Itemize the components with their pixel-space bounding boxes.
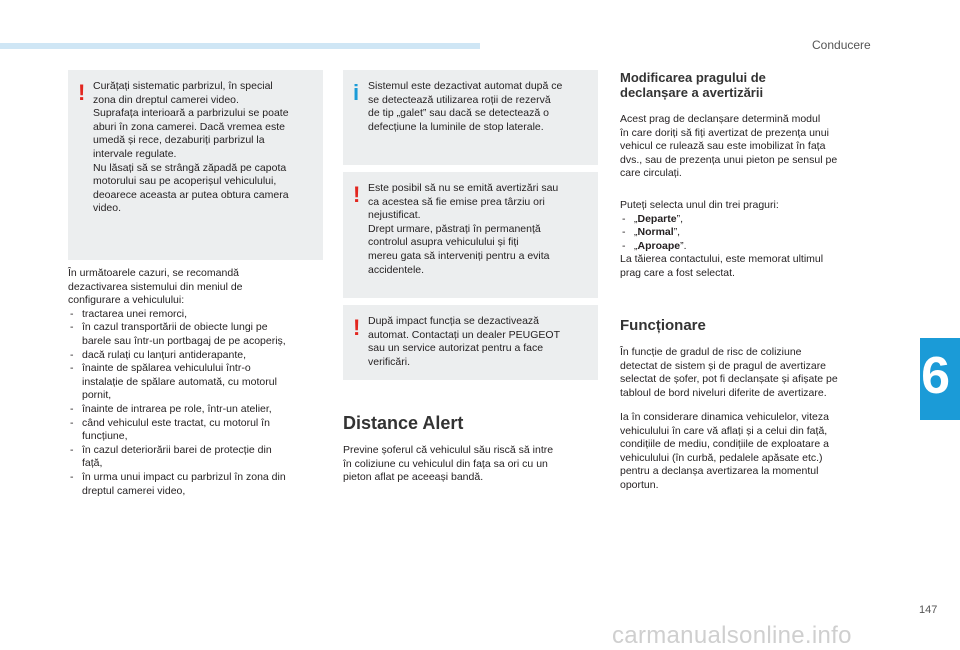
text-line: pentru a declanșa avertizarea la momentul [620, 465, 819, 478]
text-line: configurare a vehiculului: [68, 294, 185, 307]
text-line: controlul asupra vehiculului și fiți [368, 236, 519, 249]
list-item-line: - înainte de spălarea vehiculului într-o [82, 362, 251, 375]
header-bar [0, 43, 480, 49]
list-item-line: - în cazul deteriorării barei de protecție din [82, 443, 272, 456]
text-line: Acest prag de declanșare determină modul [620, 113, 821, 125]
text-line: ca acestea să fie emise prea târziu ori [368, 195, 545, 208]
text-line: deoarece aceasta ar putea obtura camera [93, 188, 289, 201]
threshold-memory-note [620, 253, 885, 280]
text-line: se detectează utilizarea roții de rezervă [368, 93, 551, 106]
warning-box-text [93, 80, 315, 216]
text-line: sau un service autorizat pentru a face [368, 342, 544, 355]
text-line: tabloul de bord niveluri diferite de avertizare. [620, 386, 827, 399]
threshold-intro: Puteți selecta unul din trei praguri: [620, 199, 779, 211]
quote-open: „ [634, 239, 638, 252]
text-line: pieton aflat pe aceeași bandă. [343, 471, 484, 484]
operation-paragraph-2 [620, 411, 885, 493]
info-box-text [368, 80, 590, 134]
text-line: în care doriți să fiți avertizat de prezența unui [620, 126, 829, 139]
info-box-deactivation [343, 70, 598, 165]
warning-box-camera [68, 70, 323, 260]
warning-box-text [368, 315, 590, 369]
list-item [68, 403, 330, 417]
list-item-line: funcțiune, [82, 430, 128, 443]
recommendation-intro [68, 267, 330, 308]
watermark: carmanualsonline.info [612, 622, 852, 649]
text-line: detectat de sistem și de pragul de avertizare [620, 359, 827, 372]
text-line: Este posibil să nu se emită avertizări sau [368, 182, 559, 194]
list-item-line: - când vehiculul este tractat, cu motorul în [82, 416, 270, 429]
text-line: aburi în zona camerei. Dacă vremea este [93, 120, 286, 133]
threshold-description [620, 113, 885, 181]
text-line: Previne șoferul că vehiculul său riscă să intre [343, 444, 554, 456]
warning-box-text [368, 182, 590, 277]
recommendation-list [68, 308, 330, 498]
text-line: oportun. [620, 478, 659, 491]
list-item-line: dreptul camerei video, [82, 484, 186, 497]
page-number: 147 [919, 604, 938, 616]
list-item [68, 471, 330, 498]
text-line: vehiculului (în curbă, pedalele apăsate etc.) [620, 451, 823, 464]
threshold-name: Aproape [637, 239, 681, 252]
quote-close: ”, [673, 226, 681, 239]
text-line: vehicul ce rulează sau este imobilizat în fața [620, 140, 826, 153]
text-line: de tip „galet” sau dacă se detectează o [368, 107, 549, 120]
text-line: nejustificat. [368, 209, 421, 222]
text-line: verificări. [368, 355, 411, 368]
text-line: în coliziune cu vehiculul din fața sa ori cu un [343, 457, 548, 470]
text-line: Nu lăsați să se strângă zăpadă pe capota [93, 161, 287, 174]
list-item-line: barele sau într-un portbagaj de pe acoperiș, [82, 334, 286, 347]
text-line: selectat de șofer, pot fi declanșate și afișate pe [620, 373, 838, 386]
heading-operation: Funcționare [620, 317, 706, 334]
list-item-line: - tractarea unei remorci, [82, 307, 188, 320]
threshold-list [620, 213, 885, 254]
text-line: accidentele. [368, 263, 425, 276]
list-item-line: față, [82, 457, 103, 470]
text-line: declanșare a avertizării [620, 85, 764, 100]
list-item-line: instalație de spălare automată, cu motorul [82, 375, 277, 388]
list-item-line: pornit, [82, 389, 112, 402]
text-line: prag care a fost selectat. [620, 266, 735, 279]
list-item [68, 308, 330, 322]
list-item [68, 417, 330, 444]
text-line: umedă și rece, dezaburiți parbrizul la [93, 134, 265, 147]
text-line: Drept urmare, păstrați în permanență [368, 222, 541, 235]
threshold-item [620, 213, 885, 227]
recommendation-section [68, 267, 330, 498]
threshold-name: Normal [637, 226, 674, 239]
text-line: Suprafața interioară a parbrizului se poate [93, 107, 289, 120]
exclamation-icon: ! [353, 182, 361, 207]
list-item [68, 444, 330, 471]
info-icon: i [353, 80, 360, 105]
threshold-item [620, 240, 885, 254]
text-line: Curățați sistematic parbrizul, în special [93, 80, 273, 92]
quote-close: ”, [676, 212, 684, 225]
threshold-name: Departe [637, 212, 677, 225]
list-item-line: - înainte de intrarea pe role, într-un atelier, [82, 402, 272, 415]
chapter-number: 6 [921, 347, 950, 405]
text-line: motorului sau pe acoperișul vehiculului, [93, 175, 277, 188]
quote-open: „ [634, 212, 638, 225]
text-line: care circulați. [620, 167, 682, 180]
list-item-line: - în urma unui impact cu parbrizul în zona din [82, 470, 286, 483]
text-line: Ia în considerare dinamica vehiculelor, viteza [620, 411, 829, 423]
text-line: video. [93, 202, 122, 215]
quote-close: ”. [680, 239, 687, 252]
list-item-line: - în cazul transportării de obiecte lungi pe [82, 321, 268, 334]
exclamation-icon: ! [78, 80, 86, 105]
section-label: Conducere [812, 38, 871, 52]
text-line: defecțiune la luminile de stop laterale. [368, 120, 544, 133]
warning-box-alerts [343, 172, 598, 298]
text-line: Modificarea pragului de [620, 70, 766, 85]
text-line: Sistemul este dezactivat automat după ce [368, 80, 563, 92]
threshold-selection [620, 199, 885, 281]
text-line: automat. Contactați un dealer PEUGEOT [368, 328, 561, 341]
list-item [68, 321, 330, 348]
warning-box-impact [343, 305, 598, 380]
text-line: zona din dreptul camerei video. [93, 93, 239, 106]
text-line: La tăierea contactului, este memorat ultimul [620, 253, 824, 266]
exclamation-icon: ! [353, 315, 361, 340]
list-item [68, 362, 330, 403]
text-line: În următoarele cazuri, se recomandă [68, 267, 239, 279]
text-line: După impact funcția se dezactivează [368, 315, 540, 327]
heading-threshold [620, 70, 880, 100]
list-item [68, 349, 330, 363]
threshold-item [620, 226, 885, 240]
quote-open: „ [634, 226, 638, 239]
section-heading-distance-alert: Distance Alert [343, 413, 464, 433]
text-line: condițiile de mediu, condițiile de exploatare a [620, 438, 829, 451]
text-line: intervale regulate. [93, 147, 177, 160]
list-item-line: - dacă rulați cu lanțuri antiderapante, [82, 348, 247, 361]
text-line: În funcție de gradul de risc de coliziune [620, 346, 802, 358]
text-line: mereu gata să interveniți pentru a evita [368, 249, 550, 262]
operation-paragraph-1 [620, 346, 885, 400]
text-line: vehiculului în care vă aflați și a celui din față, [620, 424, 828, 437]
text-line: dezactivarea sistemului din meniul de [68, 280, 243, 293]
distance-alert-description [343, 444, 601, 485]
text-line: dvs., sau de prezența unui pieton pe sensul pe [620, 153, 838, 166]
